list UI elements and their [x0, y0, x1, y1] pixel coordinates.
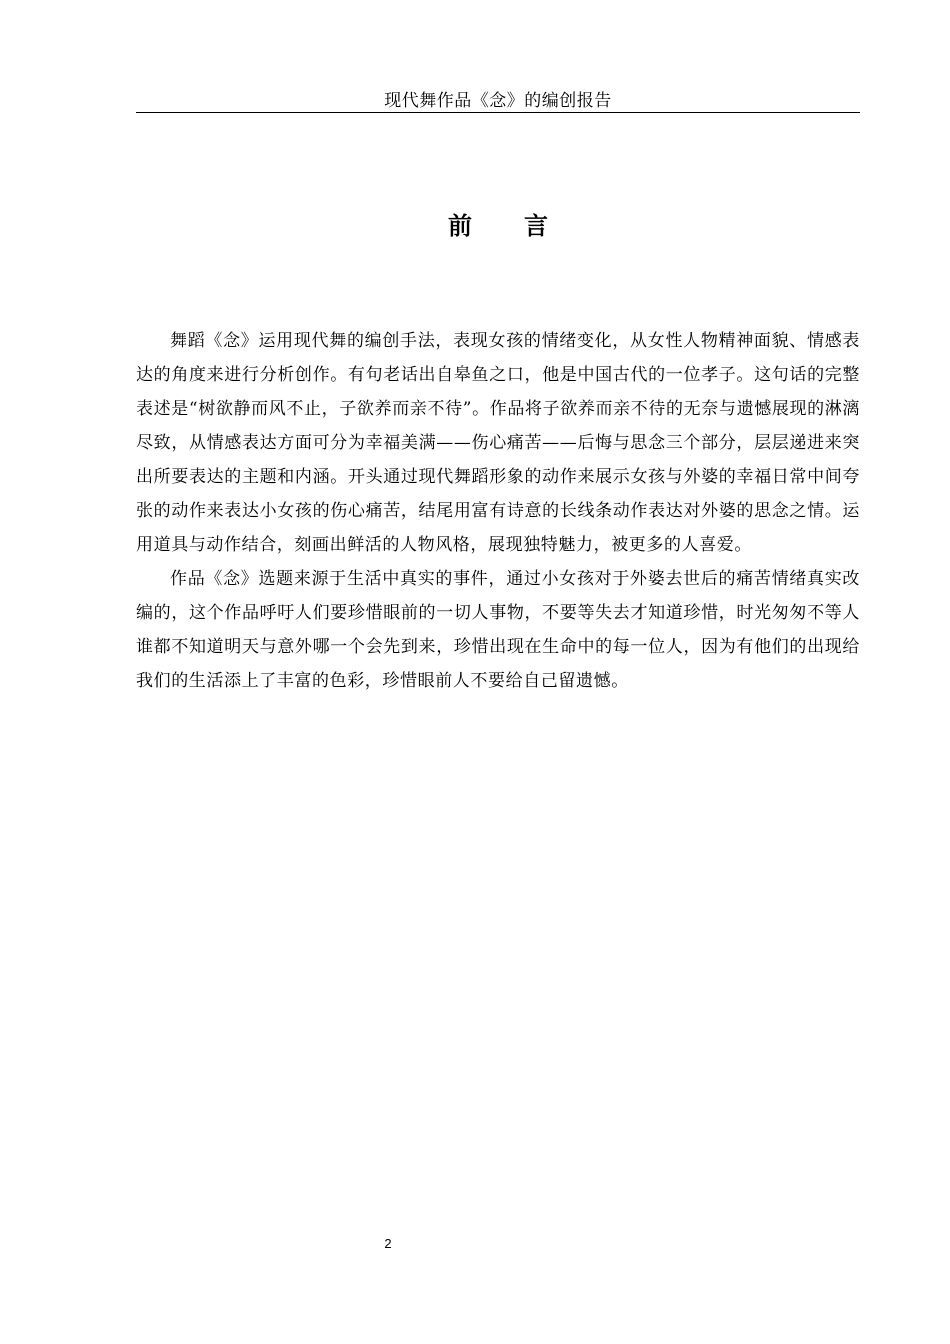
header-divider: [136, 112, 860, 113]
running-header-title: 现代舞作品《念》的编创报告: [384, 91, 612, 111]
paragraph-2: 作品《念》选题来源于生活中真实的事件，通过小女孩对于外婆去世后的痛苦情绪真实改编的，这个作品呼吁人们要珍惜眼前的一切人事物，不要等失去才知道珍惜，时光匆匆不等人谁都不知道明天与意外哪一个会先到来，珍惜出现在生命中的每一位人，因为有他们的出现给我们的生活添上了丰富的色彩，珍惜眼前人不要给自己留遗憾。: [136, 569, 860, 691]
body-text: [136, 324, 860, 698]
section-title: [136, 210, 860, 242]
page-number: 2: [384, 1236, 392, 1251]
section-title-char-2: 言: [524, 211, 548, 240]
paragraph-1: 舞蹈《念》运用现代舞的编创手法，表现女孩的情绪变化，从女性人物精神面貌、情感表达的角度来进行分析创作。有句老话出自皋鱼之口，他是中国古代的一位孝子。这句话的完整表述是“树欲静而风不止，子欲养而亲不待”。作品将子欲养而亲不待的无奈与遗憾展现的淋漓尽致，从情感表达方面可分为幸福美满——伤心痛苦——后悔与思念三个部分，层层递进来突出所要表达的主题和内涵。开头通过现代舞蹈形象的动作来展示女孩与外婆的幸福日常中间夸张的动作来表达小女孩的伤心痛苦，结尾用富有诗意的长线条动作表达对外婆的思念之情。运用道具与动作结合，刻画出鲜活的人物风格，展现独特魅力，被更多的人喜爱。: [136, 331, 860, 555]
section-title-char-1: 前: [448, 211, 472, 240]
